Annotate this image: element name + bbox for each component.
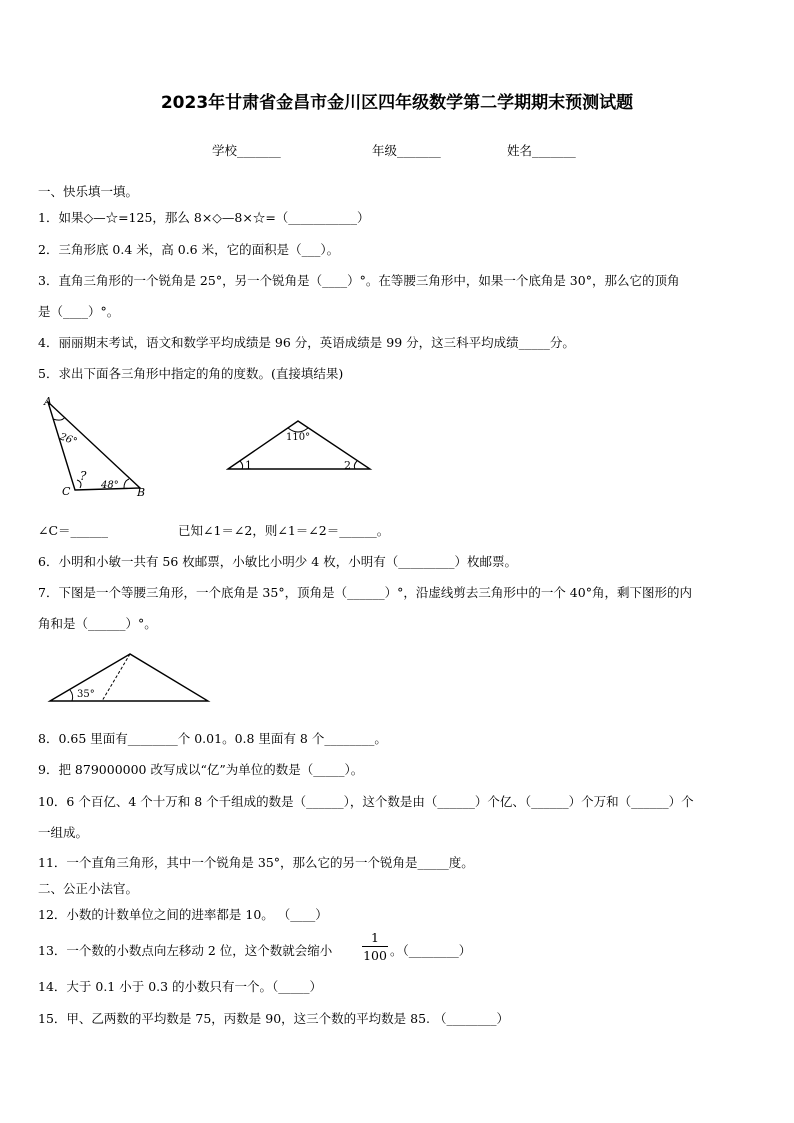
question-9: 9．把 879000000 改写成以“亿”为单位的数是（_____）。 <box>38 762 364 777</box>
angle-110-label: 110° <box>286 432 311 443</box>
question-15: 15．甲、乙两数的平均数是 75，丙数是 90，这三个数的平均数是 85. （________） <box>38 1011 509 1026</box>
name-field[interactable]: 姓名_______ <box>507 143 576 158</box>
fraction-numerator: 1 <box>371 930 379 945</box>
question-8: 8．0.65 里面有________个 0.01。0.8 里面有 8 个________。 <box>38 731 387 746</box>
question-2: 2．三角形底 0.4 米，高 0.6 米，它的面积是（___）。 <box>38 242 340 257</box>
unknown-angle-mark: ? <box>80 469 87 483</box>
question-13-answer: 。（________） <box>390 943 472 958</box>
question-13-text: 13．一个数的小数点向左移动 2 位，这个数就会缩小 <box>38 943 333 958</box>
question-5: 5．求出下面各三角形中指定的角的度数。(直接填结果) <box>38 366 344 381</box>
vertex-c-label: C <box>62 485 71 498</box>
section-two-heading: 二、公正小法官。 <box>38 881 139 896</box>
triangle-abc-figure <box>40 392 160 504</box>
angle-a-label: 26° <box>57 431 79 448</box>
question-7-line1: 7．下图是一个等腰三角形，一个底角是 35°，顶角是（______）°，沿虚线剪去三角形中的一个 40°角，剩下图形的内 <box>38 585 692 600</box>
question-10-line2: 一组成。 <box>38 825 89 840</box>
question-5-answer-angles: 已知∠1＝∠2，则∠1＝∠2＝______。 <box>178 523 390 538</box>
question-3-line2: 是（____）°。 <box>38 304 120 319</box>
grade-field[interactable]: 年级_______ <box>372 143 441 158</box>
vertex-a-label: A <box>44 395 52 408</box>
vertex-b-label: B <box>137 486 146 499</box>
question-1: 1．如果◇—☆=125，那么 8×◇—8×☆=（___________） <box>38 210 370 225</box>
question-6: 6．小明和小敏一共有 56 枚邮票，小敏比小明少 4 枚，小明有（_________）枚邮票。 <box>38 554 517 569</box>
question-5-answer-c: ∠C＝______ <box>38 523 109 538</box>
question-10-line1: 10．6 个百亿、4 个十万和 8 个千组成的数是（______），这个数是由（______）个亿、（______）个万和（______）个 <box>38 794 694 809</box>
question-11: 11．一个直角三角形，其中一个锐角是 35°，那么它的另一个锐角是_____度。 <box>38 855 474 870</box>
triangle-110-figure <box>226 416 376 474</box>
isosceles-triangle-figure <box>46 650 212 706</box>
angle-2-label: 2 <box>344 459 351 472</box>
question-4: 4．丽丽期末考试，语文和数学平均成绩是 96 分，英语成绩是 99 分，这三科平均成绩_____分。 <box>38 335 575 350</box>
question-12: 12．小数的计数单位之间的进率都是 10。 （____） <box>38 907 328 922</box>
fraction-denominator: 100 <box>363 948 387 963</box>
section-one-heading: 一、快乐填一填。 <box>38 184 139 199</box>
angle-b-label: 48° <box>101 480 119 491</box>
question-14: 14．大于 0.1 小于 0.3 的小数只有一个。（_____） <box>38 979 323 994</box>
angle-1-label: 1 <box>245 459 252 472</box>
angle-35-label: 35° <box>77 689 95 700</box>
school-field[interactable]: 学校_______ <box>212 143 281 158</box>
page-title: 2023年甘肃省金昌市金川区四年级数学第二学期期末预测试题 <box>160 93 634 113</box>
fraction-one-hundredth <box>362 930 388 963</box>
question-3-line1: 3．直角三角形的一个锐角是 25°，另一个锐角是（____）°。在等腰三角形中，如果一个底角是 30°，那么它的顶角 <box>38 273 680 288</box>
fraction-bar <box>362 946 388 947</box>
question-7-line2: 角和是（______）°。 <box>38 616 157 631</box>
